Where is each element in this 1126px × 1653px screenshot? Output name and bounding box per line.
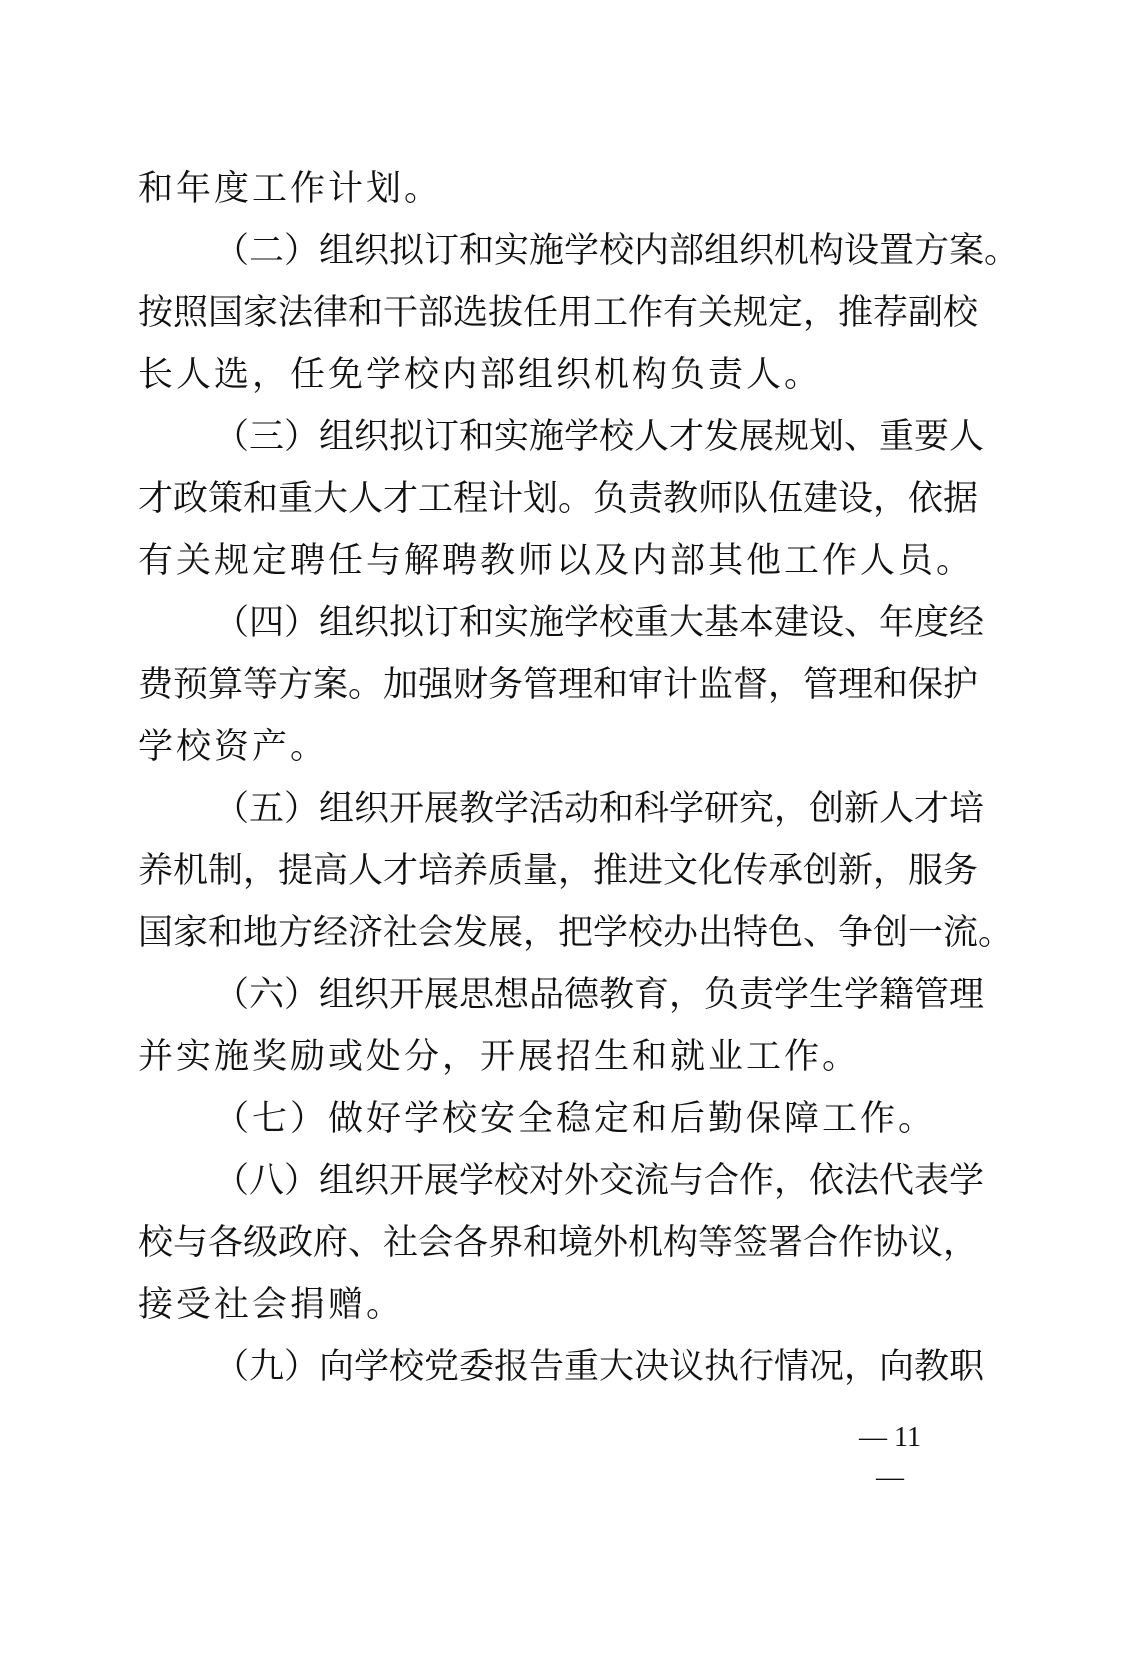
text-line: 学校资产。 xyxy=(138,727,329,767)
text-line: 按照国家法律和干部选拔任用工作有关规定，推荐副校 xyxy=(138,293,979,333)
text-line: （四）组织拟订和实施学校重大基本建设、年度经 xyxy=(214,603,985,643)
text-line: 有关规定聘任与解聘教师以及内部其他工作人员。 xyxy=(138,541,975,581)
text-line: 校与各级政府、社会各界和境外机构等签署合作协议， xyxy=(138,1223,979,1263)
text-line: （三）组织拟订和实施学校人才发展规划、重要人 xyxy=(214,417,985,457)
text-line: 国家和地方经济社会发展，把学校办出特色、争创一流。 xyxy=(138,913,1014,953)
text-line: （九）向学校党委报告重大决议执行情况，向教职 xyxy=(214,1347,985,1387)
text-line: 养机制，提高人才培养质量，推进文化传承创新，服务 xyxy=(138,851,979,891)
text-line: 费预算等方案。加强财务管理和审计监督，管理和保护 xyxy=(138,665,979,705)
text-line: 并实施奖励或处分，开展招生和就业工作。 xyxy=(138,1037,861,1077)
text-line: （八）组织开展学校对外交流与合作，依法代表学 xyxy=(214,1161,985,1201)
text-line: （五）组织开展教学活动和科学研究，创新人才培 xyxy=(214,789,985,829)
document-body xyxy=(138,158,1020,1398)
text-line: （二）组织拟订和实施学校内部组织机构设置方案。 xyxy=(214,231,1020,271)
text-line: 才政策和重大人才工程计划。负责教师队伍建设，依据 xyxy=(138,479,979,519)
text-line: （七）做好学校安全稳定和后勤保障工作。 xyxy=(214,1099,937,1139)
text-line: 和年度工作计划。 xyxy=(138,169,443,209)
text-line: 长人选，任免学校内部组织机构负责人。 xyxy=(138,355,823,395)
page-number: — 11 — xyxy=(859,1422,921,1493)
text-line: （六）组织开展思想品德教育，负责学生学籍管理 xyxy=(214,975,985,1015)
text-line: 接受社会捐赠。 xyxy=(138,1285,405,1325)
